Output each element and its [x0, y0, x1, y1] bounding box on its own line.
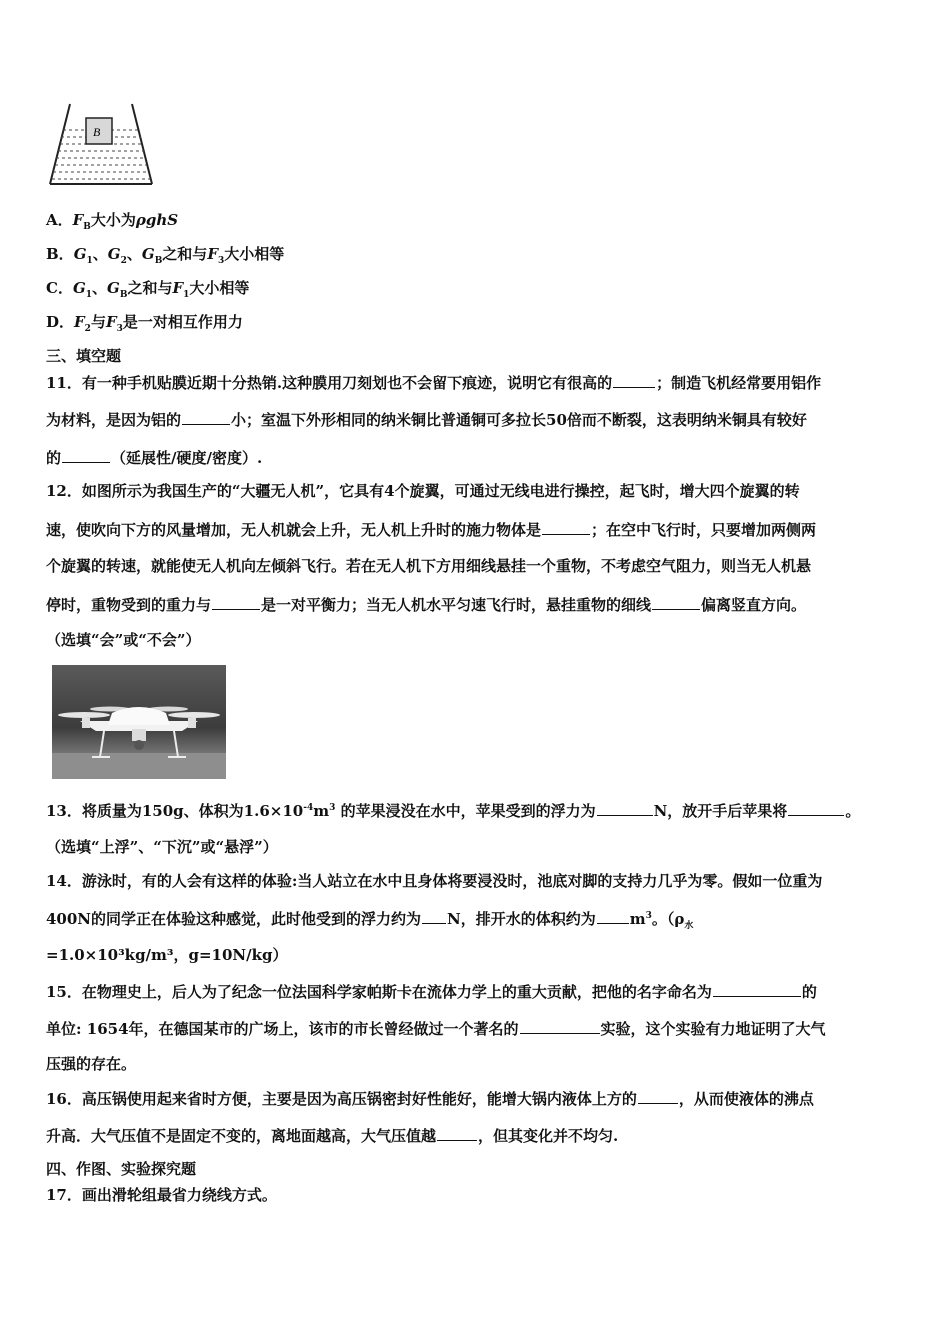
q13-blank-2[interactable] — [788, 800, 844, 816]
q16-blank-2[interactable] — [437, 1125, 477, 1141]
q14-line3: =1.0×10³kg/m³，g=10N/kg） — [46, 946, 288, 964]
section-experiment-heading: 四、作图、实验探究题 — [46, 1160, 197, 1178]
q11-blank-3[interactable] — [62, 447, 110, 463]
q14-blank-2[interactable] — [597, 908, 629, 924]
section-fill-in-heading: 三、填空题 — [46, 347, 122, 365]
option-b[interactable]: B．$G_1$、$G_2$、$G_B$之和与$F_3$大小相等 — [46, 245, 285, 266]
block-b-label: B — [93, 125, 101, 139]
q15-line3: 压强的存在。 — [46, 1055, 137, 1073]
q14-line1: 14．游泳时，有的人会有这样的体验:当人站立在水中且身体将要浸没时，池底对脚的支持力几乎为零。假如一位重为 — [46, 872, 823, 890]
q11-line1: 11．有一种手机贴膜近期十分热销.这种膜用刀刻划也不会留下痕迹，说明它有很高的 ；制造飞机经常要用铝作 — [46, 374, 822, 392]
q16-line1: 16．高压锅使用起来省时方便，主要是因为高压锅密封好性能好，能增大锅内液体上方的 ，从而使液体的沸点 — [46, 1090, 814, 1108]
q14-line2: 400N的同学正在体验这种感觉，此时他受到的浮力约为 N，排开水的体积约为 $m^3$。（$\rho_水$ — [46, 910, 694, 931]
q13-line1: 13．将质量为150g、体积为$1.6\times 10^{-4}m^3$ 的苹果浸没在水中，苹果受到的浮力为 N，放开手后苹果将 。 — [46, 802, 861, 820]
q17-line1: 17．画出滑轮组最省力绕线方式。 — [46, 1186, 277, 1204]
drone-photo — [52, 665, 226, 779]
q11-line2: 为材料，是因为铝的 小；室温下外形相同的纳米铜比普通铜可多拉长50倍而不断裂，这表明纳米铜具有较好 — [46, 411, 807, 429]
q11-line3: 的 （延展性/硬度/密度）. — [46, 449, 263, 467]
q12-line5: （选填“会”或“不会”） — [46, 631, 201, 649]
q16-line2: 升高．大气压值不是固定不变的，离地面越高，大气压值越 ，但其变化并不均匀. — [46, 1127, 619, 1145]
q16-blank-1[interactable] — [638, 1088, 678, 1104]
container-figure — [46, 100, 156, 190]
q12-blank-1[interactable] — [542, 519, 590, 535]
option-d[interactable]: D．$F_2$与$F_3$是一对相互作用力 — [46, 313, 243, 334]
q11-blank-2[interactable] — [182, 409, 230, 425]
q15-blank-2[interactable] — [520, 1018, 600, 1034]
option-c[interactable]: C．$G_1$、$G_B$之和与$F_1$大小相等 — [46, 279, 250, 300]
q15-line1: 15．在物理史上，后人为了纪念一位法国科学家帕斯卡在流体力学上的重大贡献，把他的名字命名为 的 — [46, 983, 817, 1001]
q12-blank-2[interactable] — [212, 594, 260, 610]
q12-line1: 12．如图所示为我国生产的“大疆无人机”，它具有4个旋翼，可通过无线电进行操控，起飞时，增大四个旋翼的转 — [46, 482, 800, 500]
q11-blank-1[interactable] — [613, 372, 655, 388]
option-a[interactable]: A．$F_B$大小为ρghS — [46, 211, 179, 232]
q15-blank-1[interactable] — [713, 981, 801, 997]
q12-line3: 个旋翼的转速，就能使无人机向左倾斜飞行。若在无人机下方用细线悬挂一个重物，不考虑空气阻力，则当无人机悬 — [46, 557, 812, 575]
q13-line2: （选填“上浮”、“下沉”或“悬浮”） — [46, 838, 278, 856]
q12-line2: 速，使吹向下方的风量增加，无人机就会上升，无人机上升时的施力物体是 ；在空中飞行时，只要增加两侧两 — [46, 521, 817, 539]
q13-blank-1[interactable] — [597, 800, 653, 816]
q15-line2: 单位: 1654年，在德国某市的广场上，该市的市长曾经做过一个著名的 实验，这个实验有力地证明了大气 — [46, 1020, 826, 1038]
q12-blank-3[interactable] — [652, 594, 700, 610]
q12-line4: 停时，重物受到的重力与 是一对平衡力；当无人机水平匀速飞行时，悬挂重物的细线 偏离竖直方向。 — [46, 596, 807, 614]
q14-blank-1[interactable] — [422, 908, 446, 924]
